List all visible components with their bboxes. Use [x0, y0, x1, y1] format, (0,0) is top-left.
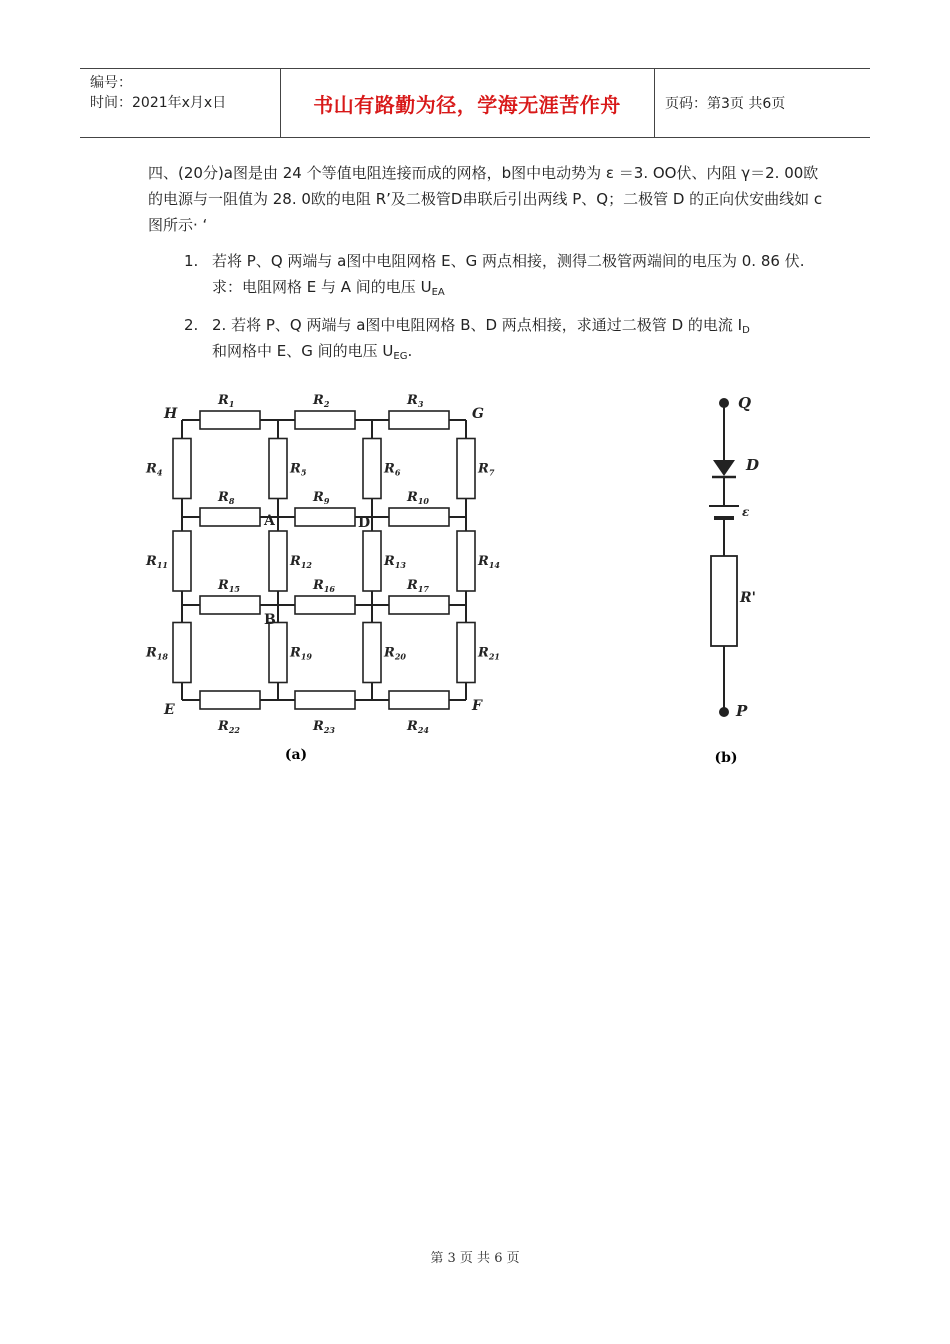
serial-label: 编号：: [90, 75, 132, 91]
question-number: 2.: [184, 316, 199, 334]
resistor-label: $R_2$: [313, 393, 330, 409]
period: .: [407, 342, 413, 360]
terminal-p-label: P: [736, 702, 748, 720]
figure-a-caption: (a): [284, 747, 308, 763]
node-label-e: E: [164, 702, 175, 718]
resistor-label: $R_{20}$: [384, 645, 406, 662]
terminal-p-dot: [719, 707, 729, 717]
question-text: 2. 若将 P、Q 两端与 a图中电阻网格 B、D 两点相接，求通过二极管 D 的电流 I: [212, 316, 743, 334]
date-label: 时间：2021年x月x日: [90, 95, 227, 111]
node-label-d: D: [358, 515, 371, 531]
subscript: EG: [393, 351, 408, 362]
page-footer: 第 3 页 共 6 页: [430, 1251, 520, 1266]
emf-label: ε: [742, 505, 750, 519]
question-text: 和网格中 E、G 间的电压 U: [212, 342, 394, 360]
header-motto: 书山有路勤为径，学海无涯苦作舟: [313, 92, 621, 117]
resistor-label: $R_9$: [313, 490, 330, 506]
resistor-label: $R_{13}$: [384, 554, 406, 570]
resistor-label: $R_{12}$: [290, 554, 312, 570]
resistor-label: $R_{21}$: [478, 645, 500, 662]
subscript: D: [742, 325, 750, 336]
resistor-label: $R_4$: [146, 461, 163, 478]
resistor-label: $R_1$: [218, 393, 235, 409]
node-label-g: G: [472, 406, 484, 422]
diode-label: D: [746, 456, 760, 474]
subscript: EA: [431, 287, 445, 298]
header-page-info: 页码：第3页 共6页: [665, 96, 786, 112]
terminal-q-label: Q: [738, 394, 752, 412]
node-label-f: F: [472, 698, 482, 714]
node-label-h: H: [164, 406, 178, 422]
question-number: 1.: [184, 252, 199, 270]
resistor-label: $R_{24}$: [407, 719, 429, 735]
node-label-a: A: [264, 513, 275, 529]
resistor-r-prime: [711, 556, 737, 646]
resistor-label: $R_{10}$: [407, 490, 429, 506]
node-label-b: B: [264, 612, 276, 628]
diode-icon: [713, 460, 735, 476]
resistor-label: $R_{22}$: [218, 719, 240, 735]
terminal-q-dot: [719, 398, 729, 408]
resistor-label: $R_{17}$: [407, 578, 429, 594]
resistor-label: $R_{19}$: [290, 645, 312, 662]
resistor-label: $R_{23}$: [313, 719, 335, 735]
resistor-label: $R_7$: [478, 461, 495, 478]
problem-intro: 四、(20分)a图是由 24 个等值电阻连接而成的网格，b图中电动势为 ε ＝3. OO伏、内阻 γ＝2. 00欧的电源与一阻值为 28. 0欧的电阻 R’及二极管D串联后引出两线 P、Q；二极管 D 的正向伏安曲线如 c图所示· ‘: [148, 164, 823, 234]
figure-b-caption: (b): [714, 750, 738, 766]
resistor-label: $R_{14}$: [478, 554, 500, 570]
resistor-label: $R_{18}$: [146, 645, 168, 662]
resistor-label: $R_{15}$: [218, 578, 240, 594]
resistor-label: $R_{11}$: [146, 554, 168, 570]
resistor-label: $R_8$: [218, 490, 235, 506]
resistor-label: R': [740, 590, 756, 606]
resistor-label: $R_6$: [384, 461, 401, 478]
resistor-label: $R_{16}$: [313, 578, 335, 594]
resistor-label: $R_3$: [407, 393, 424, 409]
question-text: 若将 P、Q 两端与 a图中电阻网格 E、G 两点相接，测得二极管两端间的电压为 0. 86 伏. 求：电阻网格 E 与 A 间的电压 U: [212, 252, 805, 296]
resistor-label: $R_5$: [290, 461, 307, 478]
